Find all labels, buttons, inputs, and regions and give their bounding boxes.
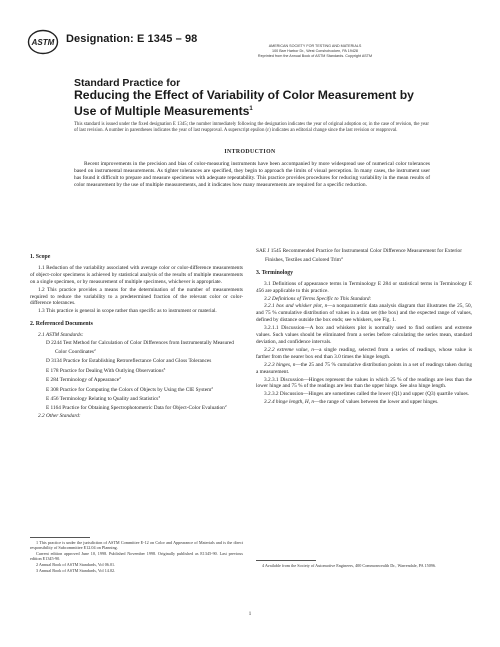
svg-text:ASTM: ASTM (31, 38, 55, 47)
paragraph: 3.2.1 box and whisker plot, n—a nonparametric data analysis diagram that illustrates the 25, 50, and 75 % cumulative distribution of values in a data set (the box) and the expected range of values, defined by distance outside the box ends; see whiskers, see Fig. 1. (256, 303, 472, 324)
page-number: 1 (248, 611, 252, 617)
reference-item: E 308 Practice for Computing the Colors of Objects by Using the CIE System$^2$ (46, 385, 213, 393)
paragraph: 2.1 ASTM Standards: (38, 332, 84, 339)
paragraph: 1.3 This practice is general in scope rather than specific as to instrument or material. (38, 308, 217, 315)
document-title (74, 77, 434, 118)
paragraph: 3.1 Definitions of appearance terms in Terminology E 284 or statistical terms in Terminology E 456 are applicable to this practice. (256, 280, 472, 294)
section-heading-references: 2. Referenced Documents (30, 321, 93, 328)
footnotes-right (256, 563, 472, 569)
title-footnote-ref: 1 (249, 105, 253, 112)
paragraph: 3.2.4 hinge length, H, n—the range of values between the lower and upper hinges. (264, 399, 439, 406)
title-main: Reducing the Effect of Variability of Color Measurement by Use of Multiple Measurements$^1$ (74, 88, 414, 118)
introduction-heading: INTRODUCTION (224, 149, 276, 155)
designation: Designation: E 1345 – 98 (66, 33, 198, 45)
reference-item: E 1164 Practice for Obtaining Spectrophotometric Data for Object-Color Evaluation$^2$ (46, 404, 227, 412)
footnote-rule (256, 560, 316, 561)
reference-item: D 3134 Practice for Establishing Retroreflectance Color and Gloss Tolerances (46, 358, 212, 365)
paragraph: 1.1 Reduction of the variability associated with average color or color-difference measurements of object-color specimens is achieved by statistical analysis of the results of multiple measurements on a single specimen, or by measurement of multiple specimens, whichever is appropriate. (30, 264, 243, 285)
reference-item-sae: SAE J 1545 Recommended Practice for Instrumental Color Difference Measurement for Exterior Finishes, Textiles and Colored Trim$^4$ (256, 248, 462, 263)
footnote: 1 This practice is under the jurisdiction of ASTM Committee E-12 on Color and Appearance of Materials and is the direct responsibility of Subcommittee E12.04 on Planning. (30, 540, 243, 551)
publisher-line: Reprinted from the Annual Book of ASTM Standards. Copyright ASTM (257, 54, 373, 58)
footnote: 3 Annual Book of ASTM Standards, Vol 14.02. (36, 568, 116, 574)
title-kicker: Standard Practice for (74, 77, 181, 89)
paragraph: 3.2 Definitions of Terms Specific to This Standard: (264, 295, 372, 302)
footnote: 2 Annual Book of ASTM Standards, Vol 06.01. (36, 562, 116, 568)
publisher-line: AMERICAN SOCIETY FOR TESTING AND MATERIALS (268, 44, 362, 48)
section-heading-scope: 1. Scope (30, 254, 51, 260)
paragraph: 3.2.3 hinges, n—the 25 and 75 % cumulative distribution points in a set of readings taken during a measurement. (256, 361, 472, 375)
footnote-rule (30, 537, 90, 538)
left-column (30, 251, 243, 421)
reference-item: E 456 Terminology Relating to Quality and Statistics$^3$ (46, 395, 161, 402)
reference-item: E 284 Terminology of Appearance$^2$ (46, 376, 121, 384)
introduction-text: Recent improvements in the precision and bias of color-measuring instruments have been accompanied by more widespread use of numerical color tolerances based on instrumental measurements. As tighter tolerances are specified, they begin to approach the limits of visual perception. In many cases, the instrument user has found it difficult to prepare and measure specimens with adequate repeatability. This practice provides procedures for reducing variability in the mean results of color measurement by the use of multiple measurements, and it indicates how many measurements are required for a specific reduction. (74, 161, 430, 189)
publisher-line: 100 Barr Harbor Dr., West Conshohocken, PA 19428 (272, 49, 358, 53)
astm-logo-icon (27, 29, 59, 55)
paragraph: 3.2.3.1 Discussion—Hinges represent the values in which 25 % of the readings are less than the lower hinge and 75 % of the readings are less than the upper hinge. See also hinge length. (256, 376, 472, 390)
section-heading-terminology: 3. Terminology (256, 269, 294, 276)
paragraph: 1.2 This practice provides a means for the determination of the number of measurements required to reduce the variability to a predetermined fraction of the relevant color or color-difference tolerances. (30, 286, 243, 307)
paragraph: 3.2.1.1 Discussion—A box and whiskers plot is normally used to find outliers and extreme values. Such values should be eliminated from a series before calculating the series mean, standard deviation, and confidence intervals. (256, 325, 472, 345)
paragraph: 3.2.3.2 Discussion—Hinges are sometimes called the lower (Q1) and upper (Q3) quartile values. (264, 391, 470, 398)
right-column (256, 248, 472, 407)
paragraph: 2.2 Other Standard: (38, 412, 81, 419)
publisher-block (230, 44, 400, 59)
footnotes-left (30, 540, 243, 574)
paragraph: 3.2.2 extreme value, n—a single reading, selected from a series of readings, whose value is farther from the nearer box end than 3.0 times the hinge length. (256, 346, 473, 360)
reference-item: E 178 Practice for Dealing With Outlying Observations$^3$ (46, 366, 166, 374)
footnote: Current edition approved June 10, 1998. Published November 1998. Originally published as E1345-90. Last previous edition E1345-90. (30, 551, 243, 562)
reference-item: D 2244 Test Method for Calculation of Color Differences from Instrumentally Measured Color Coordinates$^2$ (46, 340, 234, 355)
issued-note: This standard is issued under the fixed designation E 1345; the number immediately following the designation indicates the year of original adoption or, in the case of revision, the year of last revision. A number in parentheses indicates the year of last reapproval. A superscript epsilon (ε) indicates an editorial change since the last revision or reapproval. (74, 122, 429, 134)
footnote: 4 Available from the Society of Automotive Engineers, 400 Commonwealth Dr., Warrendale, PA 15096. (262, 563, 437, 568)
